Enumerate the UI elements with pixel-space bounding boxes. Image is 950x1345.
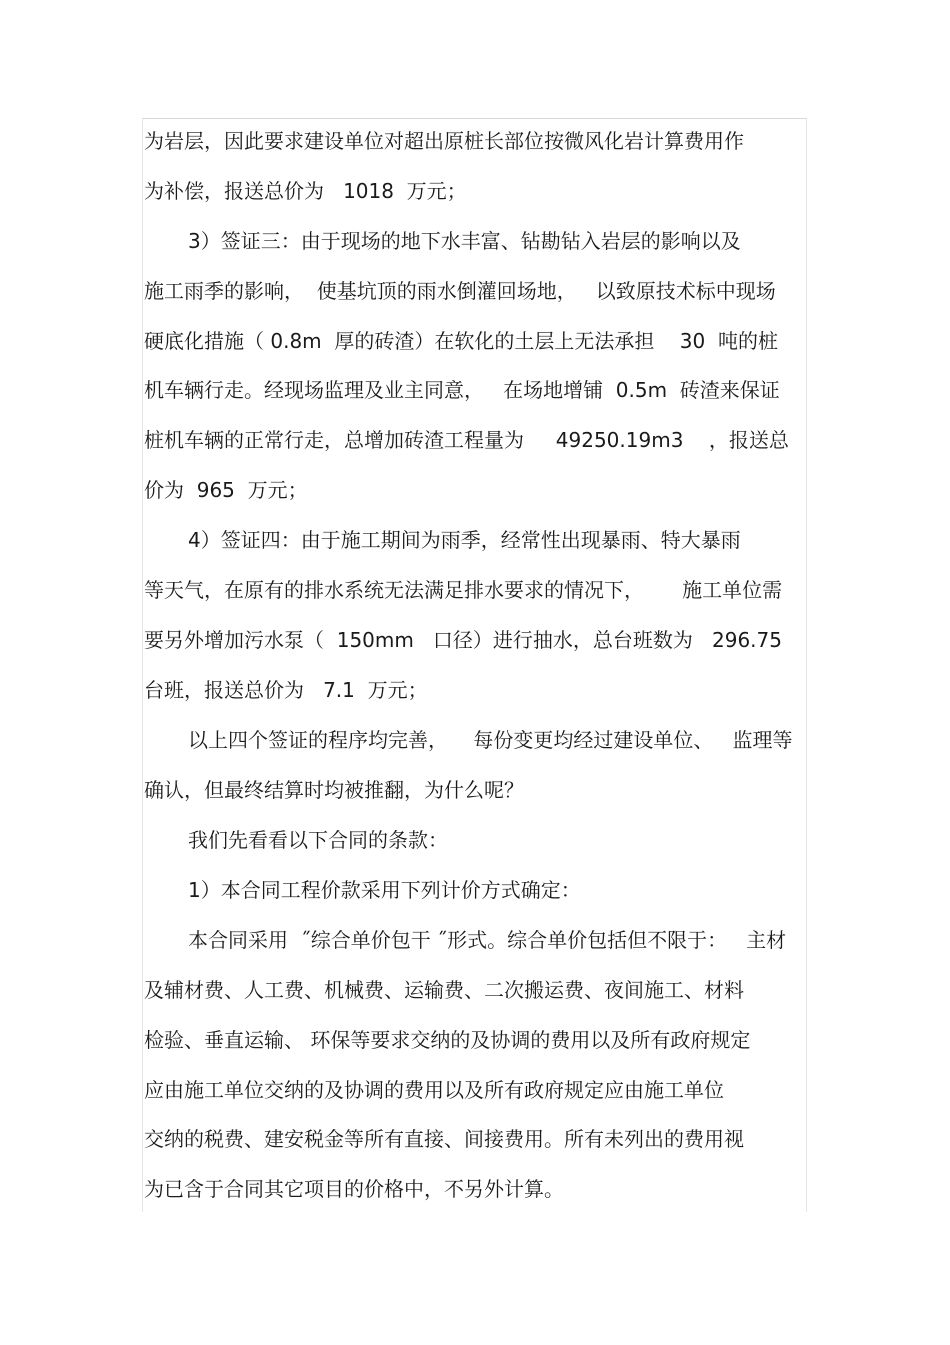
text-line: 1）本合同工程价款采用下列计价方式确定： xyxy=(188,878,581,902)
text-line: 本合同采用 ˝综合单价包干 ˝形式。综合单价包括但不限于： 主材 xyxy=(188,928,787,952)
text-line: 应由施工单位交纳的及协调的费用以及所有政府规定应由施工单位 xyxy=(144,1078,724,1102)
text-line: 台班，报送总价为 7.1 万元； xyxy=(144,678,428,702)
text-line: 等天气，在原有的排水系统无法满足排水要求的情况下， 施工单位需 xyxy=(144,578,783,602)
text-line: 交纳的税费、建安税金等所有直接、间接费用。所有未列出的费用视 xyxy=(144,1127,744,1151)
text-line: 价为 965 万元； xyxy=(144,478,308,502)
text-line: 为补偿，报送总价为 1018 万元； xyxy=(144,179,467,203)
text-line: 检验、垂直运输、 环保等要求交纳的及协调的费用以及所有政府规定 xyxy=(144,1028,751,1052)
text-line: 我们先看看以下合同的条款： xyxy=(188,828,448,852)
text-line: 及辅材费、人工费、机械费、运输费、二次搬运费、夜间施工、材料 xyxy=(144,978,744,1002)
text-line: 施工雨季的影响， 使基坑顶的雨水倒灌回场地， 以致原技术标中现场 xyxy=(144,279,776,303)
text-line: 3）签证三：由于现场的地下水丰富、钻勘钻入岩层的影响以及 xyxy=(188,229,741,253)
text-line: 为已含于合同其它项目的价格中，不另外计算。 xyxy=(144,1177,564,1201)
text-line: 4）签证四：由于施工期间为雨季，经常性出现暴雨、特大暴雨 xyxy=(188,528,741,552)
text-line: 为岩层，因此要求建设单位对超出原桩长部位按微风化岩计算费用作 xyxy=(144,129,744,153)
text-line: 确认，但最终结算时均被推翻，为什么呢？ xyxy=(144,778,524,802)
text-line: 要另外增加污水泵（ 150mm 口径）进行抽水，总台班数为 296.75 xyxy=(144,628,782,652)
text-line: 机车辆行走。经现场监理及业主同意， 在场地增铺 0.5m 砖渣来保证 xyxy=(144,378,780,402)
text-line: 以上四个签证的程序均完善， 每份变更均经过建设单位、 监理等 xyxy=(188,728,793,752)
text-line: 硬底化措施（ 0.8m 厚的砖渣）在软化的土层上无法承担 30 吨的桩 xyxy=(144,329,778,353)
text-line: 桩机车辆的正常行走，总增加砖渣工程量为 49250.19m3 ，报送总 xyxy=(144,428,789,452)
